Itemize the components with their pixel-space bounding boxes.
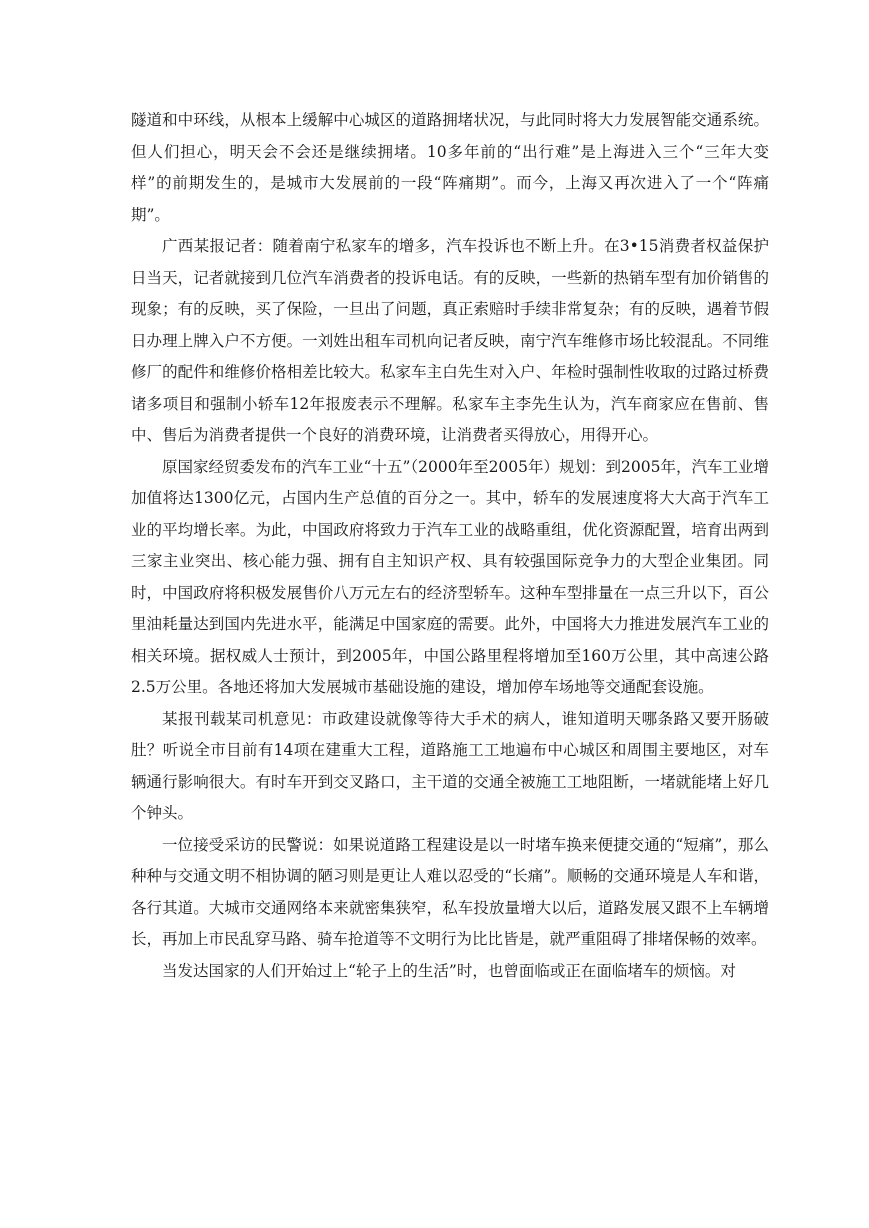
paragraph-developed-countries: 当发达国家的人们开始过上“轮子上的生活”时，也曾面临或正在面临堵车的烦恼。对 [162,961,736,980]
paragraph-driver-opinion: 某报刊载某司机意见：市政建设就像等待大手术的病人，谁知道明天哪条路又要开肠破肚？听说全市目前有14项在建重大工程，道路施工工地遍布中心城区和周围主要地区，对车辆通行影响很大。有时车开到交叉路口，主干道的交通全被施工工地阻断，一堵就能堵上好几个钟头。 [131,709,769,822]
paragraph-continuation: 隧道和中环线，从根本上缓解中心城区的道路拥堵状况，与此同时将大力发展智能交通系统。但人们担心，明天会不会还是继续拥堵。10多年前的“出行难”是上海进入三个“三年大变样”的前期发生的，是城市大发展前的一段“阵痛期”。而今，上海又再次进入了一个“阵痛期”。 [131,111,769,224]
paragraph-guangxi-reporter: 广西某报记者：随着南宁私家车的增多，汽车投诉也不断上升。在3•15消费者权益保护日当天，记者就接到几位汽车消费者的投诉电话。有的反映，一些新的热销车型有加价销售的现象；有的反映，买了保险，一旦出了问题，真正索赔时手续非常复杂；有的反映，遇着节假日办理上牌入户不方便。一刘姓出租车司机向记者反映，南宁汽车维修市场比较混乱。不同维修厂的配件和维修价格相差比较大。私家车主白先生对入户、年检时强制性收取的过路过桥费诸多项目和强制小轿车12年报废表示不理解。私家车主李先生认为，汽车商家应在售前、售中、售后为消费者提供一个良好的消费环境，让消费者买得放心，用得开心。 [131,237,769,444]
paragraph-auto-industry-plan: 原国家经贸委发布的汽车工业“十五”（2000年至2005年）规划：到2005年，汽车工业增加值将达1300亿元，占国内生产总值的百分之一。其中，轿车的发展速度将大大高于汽车工业的平均增长率。为此，中国政府将致力于汽车工业的战略重组，优化资源配置，培育出两到三家主业突出、核心能力强、拥有自主知识产权、具有较强国际竞争力的大型企业集团。同时，中国政府将积极发展售价八万元左右的经济型轿车。这种车型排量在一点三升以下，百公里油耗量达到国内先进水平，能满足中国家庭的需要。此外，中国将大力推进发展汽车工业的相关环境。据权威人士预计，到2005年，中国公路里程将增加至160万公里，其中高速公路2.5万公里。各地还将加大发展城市基础设施的建设，增加停车场地等交通配套设施。 [131,457,769,696]
document-body [131,105,769,987]
paragraph-police-opinion: 一位接受采访的民警说：如果说道路工程建设是以一时堵车换来便捷交通的“短痛”，那么种种与交通文明不相协调的陋习则是更让人难以忍受的“长痛”。顺畅的交通环境是人车和谐，各行其道。大城市交通网络本来就密集狭窄，私车投放量增大以后，道路发展又跟不上车辆增长，再加上市民乱穿马路、骑车抢道等不文明行为比比皆是，就严重阻碍了排堵保畅的效率。 [131,835,769,948]
